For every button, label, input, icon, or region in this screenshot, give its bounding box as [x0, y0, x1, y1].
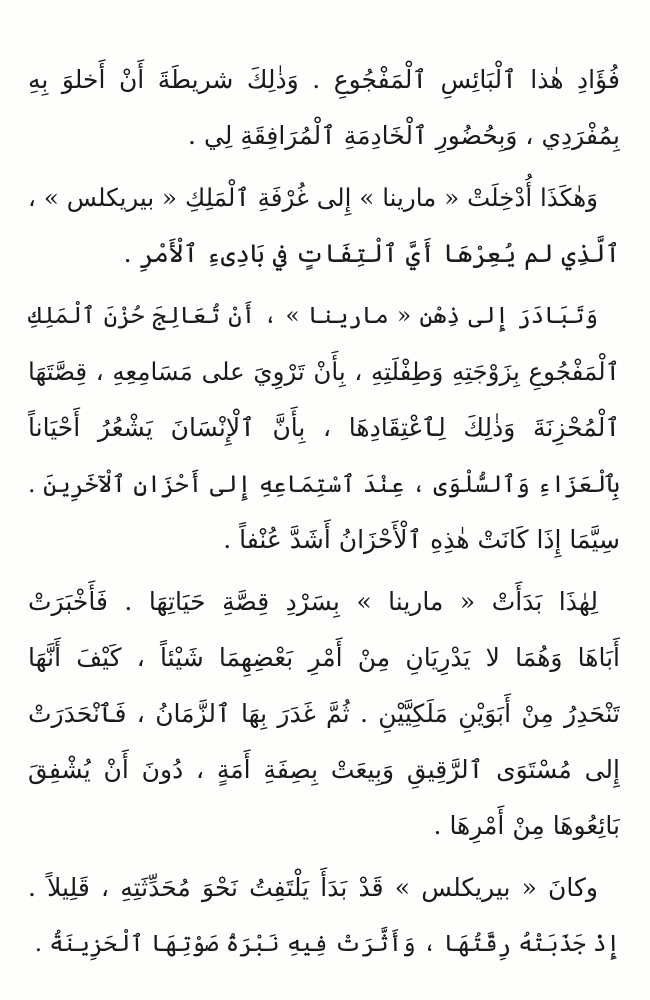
text-line: وكانَ « بيريكلس » قَدْ بَدَأَ يَلْتَفِتُ نَحْوَ مُحَدِّثَتِهِ ، قَلِيلاً . [28, 873, 598, 902]
text-line: بِٱلْعَزَاءِ وَٱلسُّلْوَى ، عِنْدَ ٱسْتِمَاعِهِ إِلى أَحْزَانِ ٱلْآخَرِينَ . [28, 470, 620, 498]
text-line: فُؤَادِ هٰذا ٱلْبَائِسِ ٱلْمَفْجُوعِ . وَذٰلِكَ شريطَةَ أَنْ أَخلوَ بِهِ [28, 65, 620, 94]
paragraph-3 [28, 288, 620, 568]
text-line: ٱلْمَفْجُوعِ بِزَوْجَتِهِ وَطِفْلَتِهِ ، بِأَنْ تَرْوِيَ على مَسَامِعِهِ ، قِصَّتَهَا [28, 357, 620, 386]
text-line: إِذْ جَذَبَتْهُ رِقَّتُهَا ، وَأَثَّرَتْ فِيهِ نَبْرَةُ صَوْتِهَا ٱلْحَزِينَةُ . [34, 931, 620, 957]
paragraph-4 [28, 574, 620, 854]
text-line: وَهٰكَذَا أُدْخِلَتْ « مارينا » إِلى غُرْفَةِ ٱلْمَلِكِ « بيريكلس » ، [28, 183, 598, 212]
text-line: أَبَاهَا وَهُمَا لا يَدْرِيَانِ مِنْ أَمْرِ بَعْضِهِمَا شَيْئاً ، كَيْفَ أَنَّهَا [28, 643, 620, 672]
paragraph-5 [28, 860, 620, 972]
paragraph-1 [28, 52, 620, 164]
text-line: بِمُفْرَدِي ، وَبِحُضُورِ ٱلْخَادِمَةِ ٱلْمُرَافِقَةِ لِي . [188, 121, 620, 150]
text-line: إِلى مُسْتَوَى ٱلرَّقِيقِ وَبِيعَتْ بِصِفَةِ أَمَةٍ ، دُونَ أَنْ يُشْفِقَ [28, 755, 620, 784]
text-line: تَنْحَدِرُ مِنْ أَبَوَيْنِ مَلَكِيَّيْنِ . ثُمَّ غَدَرَ بِهَا ٱلزَّمَانُ ، فَٱنْحَدَرَتْ [28, 699, 620, 728]
text-line: لِهٰذَا بَدَأَتْ « مارينا » بِسَرْدِ قِصَّةِ حَيَاتِهَا . فَأَخْبَرَتْ [28, 587, 598, 616]
text-line: ٱلَّذِي لم يُعِرْهَا أَيَّ ٱلْتِفَاتٍ في بَادِىءِ ٱلْأَمْرِ . [123, 239, 620, 268]
text-line: بَائِعُوهَا مِنْ أَمْرِهَا . [433, 811, 620, 840]
paragraph-2 [28, 170, 620, 282]
text-line: ٱلْمُحْزِنَةَ وَذٰلِكَ لِٱعْتِقَادِهَا ، بِأَنَّ ٱلْإِنْسَانَ يَشْعُرُ أَحْيَاناً [28, 413, 620, 442]
text-line: وَتَبَادَرَ إِلى ذِهْنِ « مارينا » ، أَنْ تُعَالِجَ حُزْنَ ٱلْمَلِكِ [28, 303, 598, 329]
text-line: سِيَّمَا إِذَا كَانَتْ هٰذِهِ ٱلْأَحْزَانُ أَشَدَّ عُنْفاً . [223, 525, 620, 554]
